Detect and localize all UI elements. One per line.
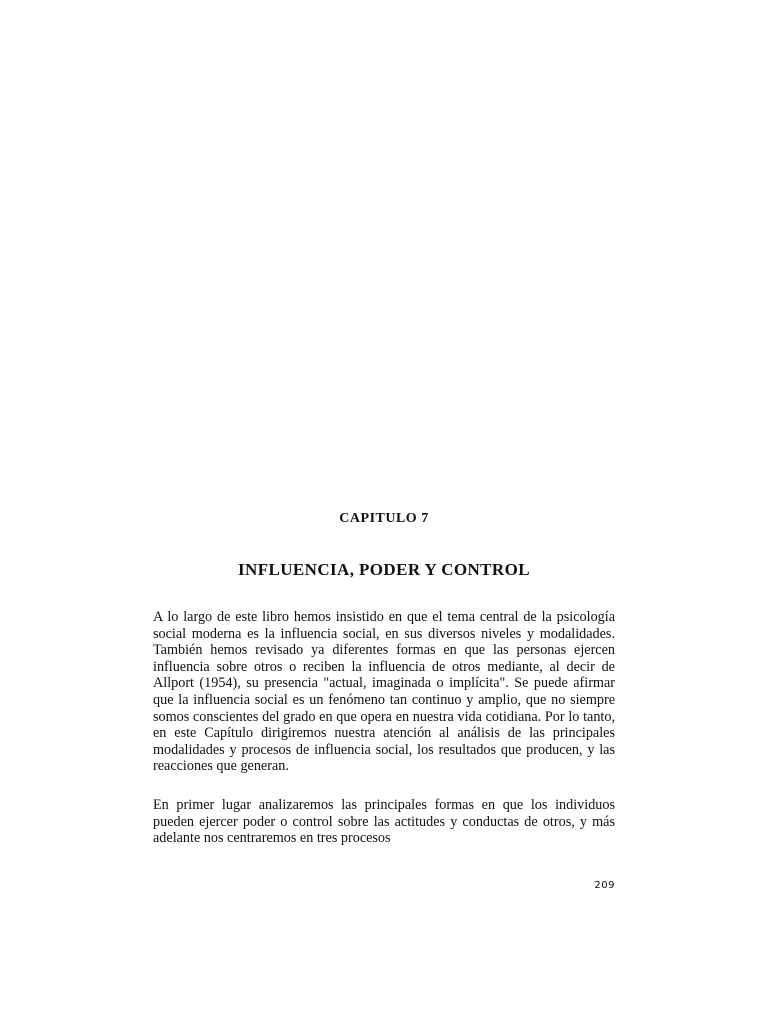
body-paragraph: En primer lugar analizaremos las principales formas en que los individuos pueden ejercer poder o control sobre las actitudes y conductas de otros, y más adelante nos centraremos en tres procesos (153, 797, 615, 847)
chapter-title: INFLUENCIA, PODER Y CONTROL (238, 560, 530, 579)
body-paragraph: A lo largo de este libro hemos insistido en que el tema central de la psicología social moderna es la influencia social, en sus diversos niveles y modalidades. También hemos revisado ya diferentes formas en que las personas ejercen influencia sobre otros o reciben la influencia de otros mediante, al decir de Allport (1954), su presencia "actual, imaginada o implícita". Se puede afirmar que la influencia social es un fenómeno tan continuo y amplio, que no siempre somos conscientes del grado en que opera en nuestra vida cotidiana. Por lo tanto, en este Capítulo dirigiremos nuestra atención al análisis de las principales modalidades y procesos de influencia social, los resultados que producen, y las reacciones que generan. (153, 609, 615, 775)
page-number: 209 (594, 880, 615, 891)
chapter-label: CAPITULO 7 (339, 511, 429, 526)
